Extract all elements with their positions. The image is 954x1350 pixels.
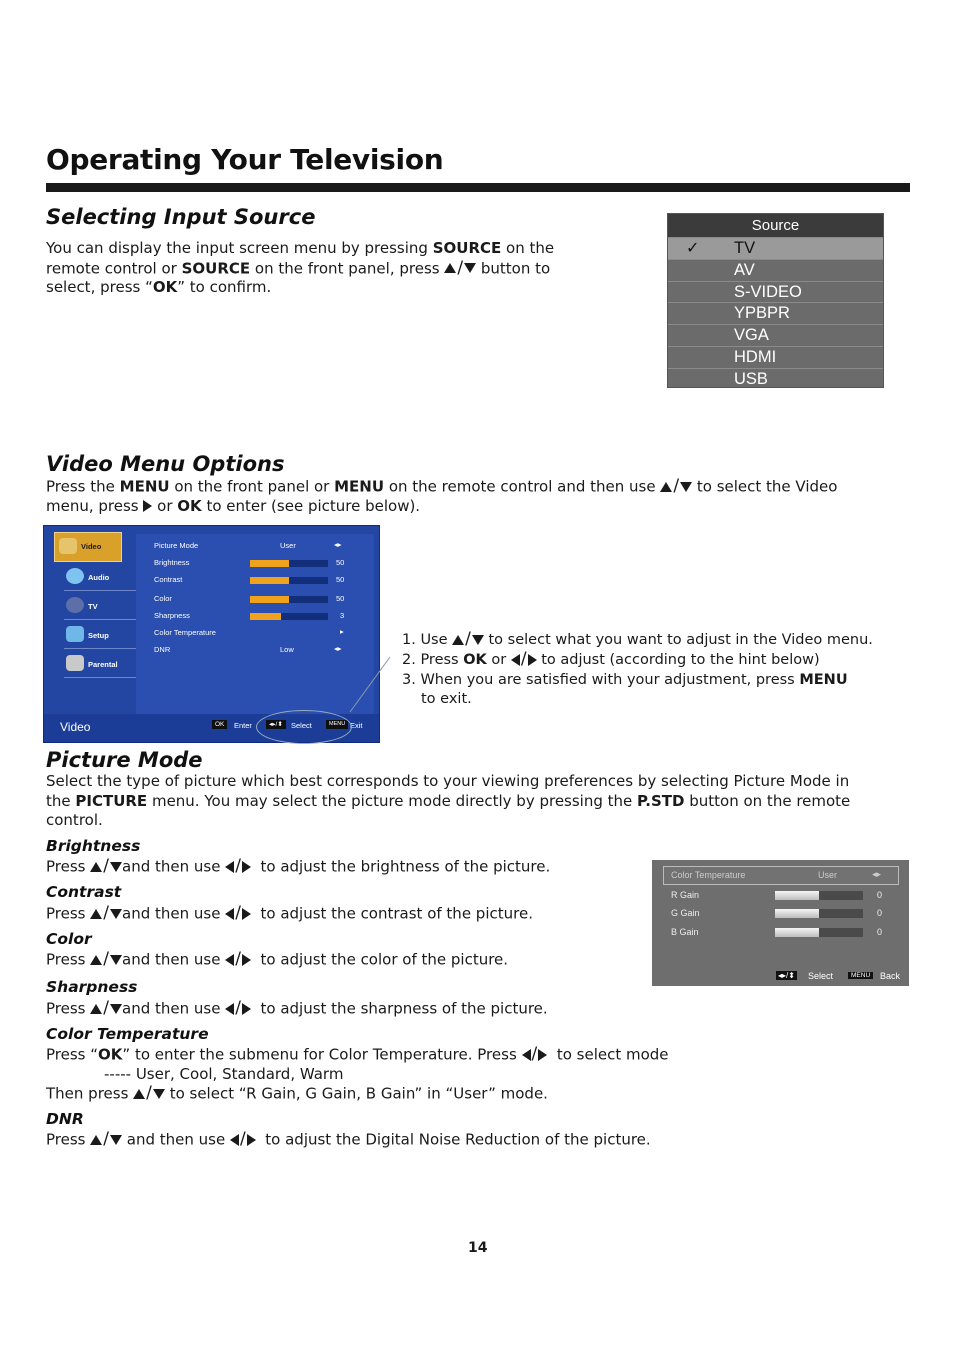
parental-icon [66,655,84,671]
r-gain-bar [775,891,863,900]
left-arrow-icon [225,954,234,966]
contrast-bar-fill [250,577,289,584]
ct-row-g-gain[interactable]: G Gain [671,908,700,918]
up-arrow-icon [90,1004,102,1014]
source-item-tv[interactable]: ✓ TV [668,237,883,259]
up-arrow-icon [90,1135,102,1145]
up-arrow-icon [133,1089,145,1099]
section-heading-picture-mode: Picture Mode [46,748,203,772]
down-arrow-icon [110,862,122,872]
right-arrow-icon: ▸ [340,627,344,636]
checkmark-icon: ✓ [686,240,700,257]
color-heading: Color [46,930,92,948]
contrast-text: Press / and then use / to adjust the contrast of the picture. [46,903,533,923]
dnr-text: Press / and then use / to adjust the Digital Noise Reduction of the picture. [46,1129,651,1149]
menu-key-icon: MENU [848,972,873,979]
down-arrow-icon [110,1004,122,1014]
osd-row-brightness[interactable]: Brightness [154,558,190,567]
color-temperature-screenshot: Color Temperature User ◂▸ R Gain 0 G Gain 0 B Gain 0 ◂▸/⬍ Select MENU Back [652,860,909,986]
right-arrow-icon [528,654,537,666]
dnr-heading: DNR [46,1110,84,1128]
source-menu-title: Source [668,214,883,237]
color-text: Press / and then use / to adjust the color of the picture. [46,949,509,969]
color-bar-fill [250,596,289,603]
osd-row-color-temperature[interactable]: Color Temperature [154,628,216,637]
osd-video-panel: Picture Mode User ◂▸ Brightness 50 Contrast 50 Color 50 Sharpness 3 Color Temperature ▸ DNR Low ◂▸ [136,534,374,714]
menu-key-icon: MENU [326,720,348,729]
color-temperature-heading: Color Temperature [46,1025,209,1043]
left-arrow-icon [511,654,520,666]
source-item-hdmi[interactable]: HDMI [668,346,883,368]
osd-sidebar-parental[interactable]: Parental [52,650,132,678]
osd-sidebar [52,532,132,679]
right-arrow-icon [143,500,152,512]
osd-footer-title: Video [60,720,91,734]
arrows-key-icon: ◂▸/⬍ [266,720,286,729]
left-arrow-icon [225,861,234,873]
osd-sidebar-setup[interactable]: Setup [52,621,132,649]
video-menu-screenshot [43,525,380,743]
osd-row-contrast[interactable]: Contrast [154,575,183,584]
sharpness-bar [250,613,328,620]
down-arrow-icon [110,1135,122,1145]
input-source-paragraph: You can display the input screen menu by pressing SOURCE on the remote control or SOURCE on the front panel, press / button to select, press “OK” to confirm. [46,239,555,297]
down-arrow-icon [110,909,122,919]
right-arrow-icon [242,908,251,920]
right-arrow-icon [242,954,251,966]
up-arrow-icon [90,955,102,965]
osd-row-color[interactable]: Color [154,594,172,603]
brightness-heading: Brightness [46,837,141,855]
setup-icon [66,626,84,642]
brightness-text: Press / and then use / to adjust the brightness of the picture. [46,856,551,876]
brightness-bar [250,560,328,567]
ct-mode-row[interactable]: Color Temperature User ◂▸ [663,866,899,885]
tv-icon [66,597,84,613]
title-rule [46,183,910,192]
page-title: Operating Your Television [46,143,444,176]
color-temperature-text: Press “OK” to enter the submenu for Color Temperature. Press / to select mode ----- User, Cool, Standard, Warm Then press / to select “R Gain, G Gain, B Gain” in “User” mode. [46,1044,669,1104]
page-number: 14 [468,1240,488,1256]
source-item-ypbpr[interactable]: YPBPR [668,302,883,324]
ct-row-r-gain[interactable]: R Gain [671,890,700,900]
left-arrow-icon [230,1134,239,1146]
section-heading-input-source: Selecting Input Source [46,205,316,229]
ok-key-icon: OK [212,720,227,729]
right-arrow-icon [242,861,251,873]
video-menu-paragraph: Press the MENU on the front panel or MENU on the remote control and then use / to select the Video menu, press or OK to enter (see picture below). [46,476,838,515]
video-menu-steps: 1. Use / to select what you want to adjust in the Video menu. 2. Press OK or / to adjust (according to the hint below) 3. When you are satisfied with your adjustment, press MENU to exit. [402,629,873,707]
sharpness-heading: Sharpness [46,978,138,996]
contrast-bar [250,577,328,584]
source-item-svideo[interactable]: S-VIDEO [668,281,883,303]
left-arrow-icon [522,1049,531,1061]
up-arrow-icon [90,909,102,919]
left-arrow-icon [225,1003,234,1015]
up-arrow-icon [444,263,456,273]
sharpness-text: Press / and then use / to adjust the sharpness of the picture. [46,998,548,1018]
audio-icon [66,568,84,584]
up-arrow-icon [452,635,464,645]
down-arrow-icon [472,635,484,645]
down-arrow-icon [680,482,692,492]
source-item-av[interactable]: AV [668,259,883,281]
up-arrow-icon [660,482,672,492]
video-icon [59,538,77,554]
osd-footer: Video OK Enter ◂▸/⬍ Select MENU Exit [44,714,379,742]
osd-sidebar-tv[interactable]: TV [52,592,132,620]
osd-row-dnr[interactable]: DNR [154,645,171,654]
down-arrow-icon [153,1089,165,1099]
source-menu [667,213,884,388]
brightness-bar-fill [250,560,289,567]
color-bar [250,596,328,603]
sharpness-bar-fill [250,613,281,620]
left-right-arrows-icon: ◂▸ [872,869,882,879]
osd-row-sharpness[interactable]: Sharpness [154,611,190,620]
osd-sidebar-audio[interactable]: Audio [52,563,132,591]
left-right-arrows-icon: ◂▸ [334,644,342,653]
right-arrow-icon [538,1049,547,1061]
source-item-vga[interactable]: VGA [668,324,883,346]
b-gain-bar [775,928,863,937]
section-heading-video-menu: Video Menu Options [46,452,285,476]
ct-row-b-gain[interactable]: B Gain [671,927,699,937]
left-right-arrows-icon: ◂▸ [334,540,342,549]
right-arrow-icon [242,1003,251,1015]
down-arrow-icon [110,955,122,965]
up-arrow-icon [90,862,102,872]
right-arrow-icon [247,1134,256,1146]
left-arrow-icon [225,908,234,920]
g-gain-bar [775,909,863,918]
osd-sidebar-video[interactable]: Video [54,532,122,562]
picture-mode-paragraph: Select the type of picture which best corresponds to your viewing preferences by selecting Picture Mode in the PICTURE menu. You may select the picture mode directly by pressing the P.STD button on the remote control. [46,772,851,829]
hint-highlight-oval [256,710,352,744]
source-item-usb[interactable]: USB [668,368,883,390]
osd-row-picture-mode[interactable]: Picture Mode [154,541,199,550]
arrows-key-icon: ◂▸/⬍ [778,971,795,980]
down-arrow-icon [464,263,476,273]
contrast-heading: Contrast [46,883,122,901]
